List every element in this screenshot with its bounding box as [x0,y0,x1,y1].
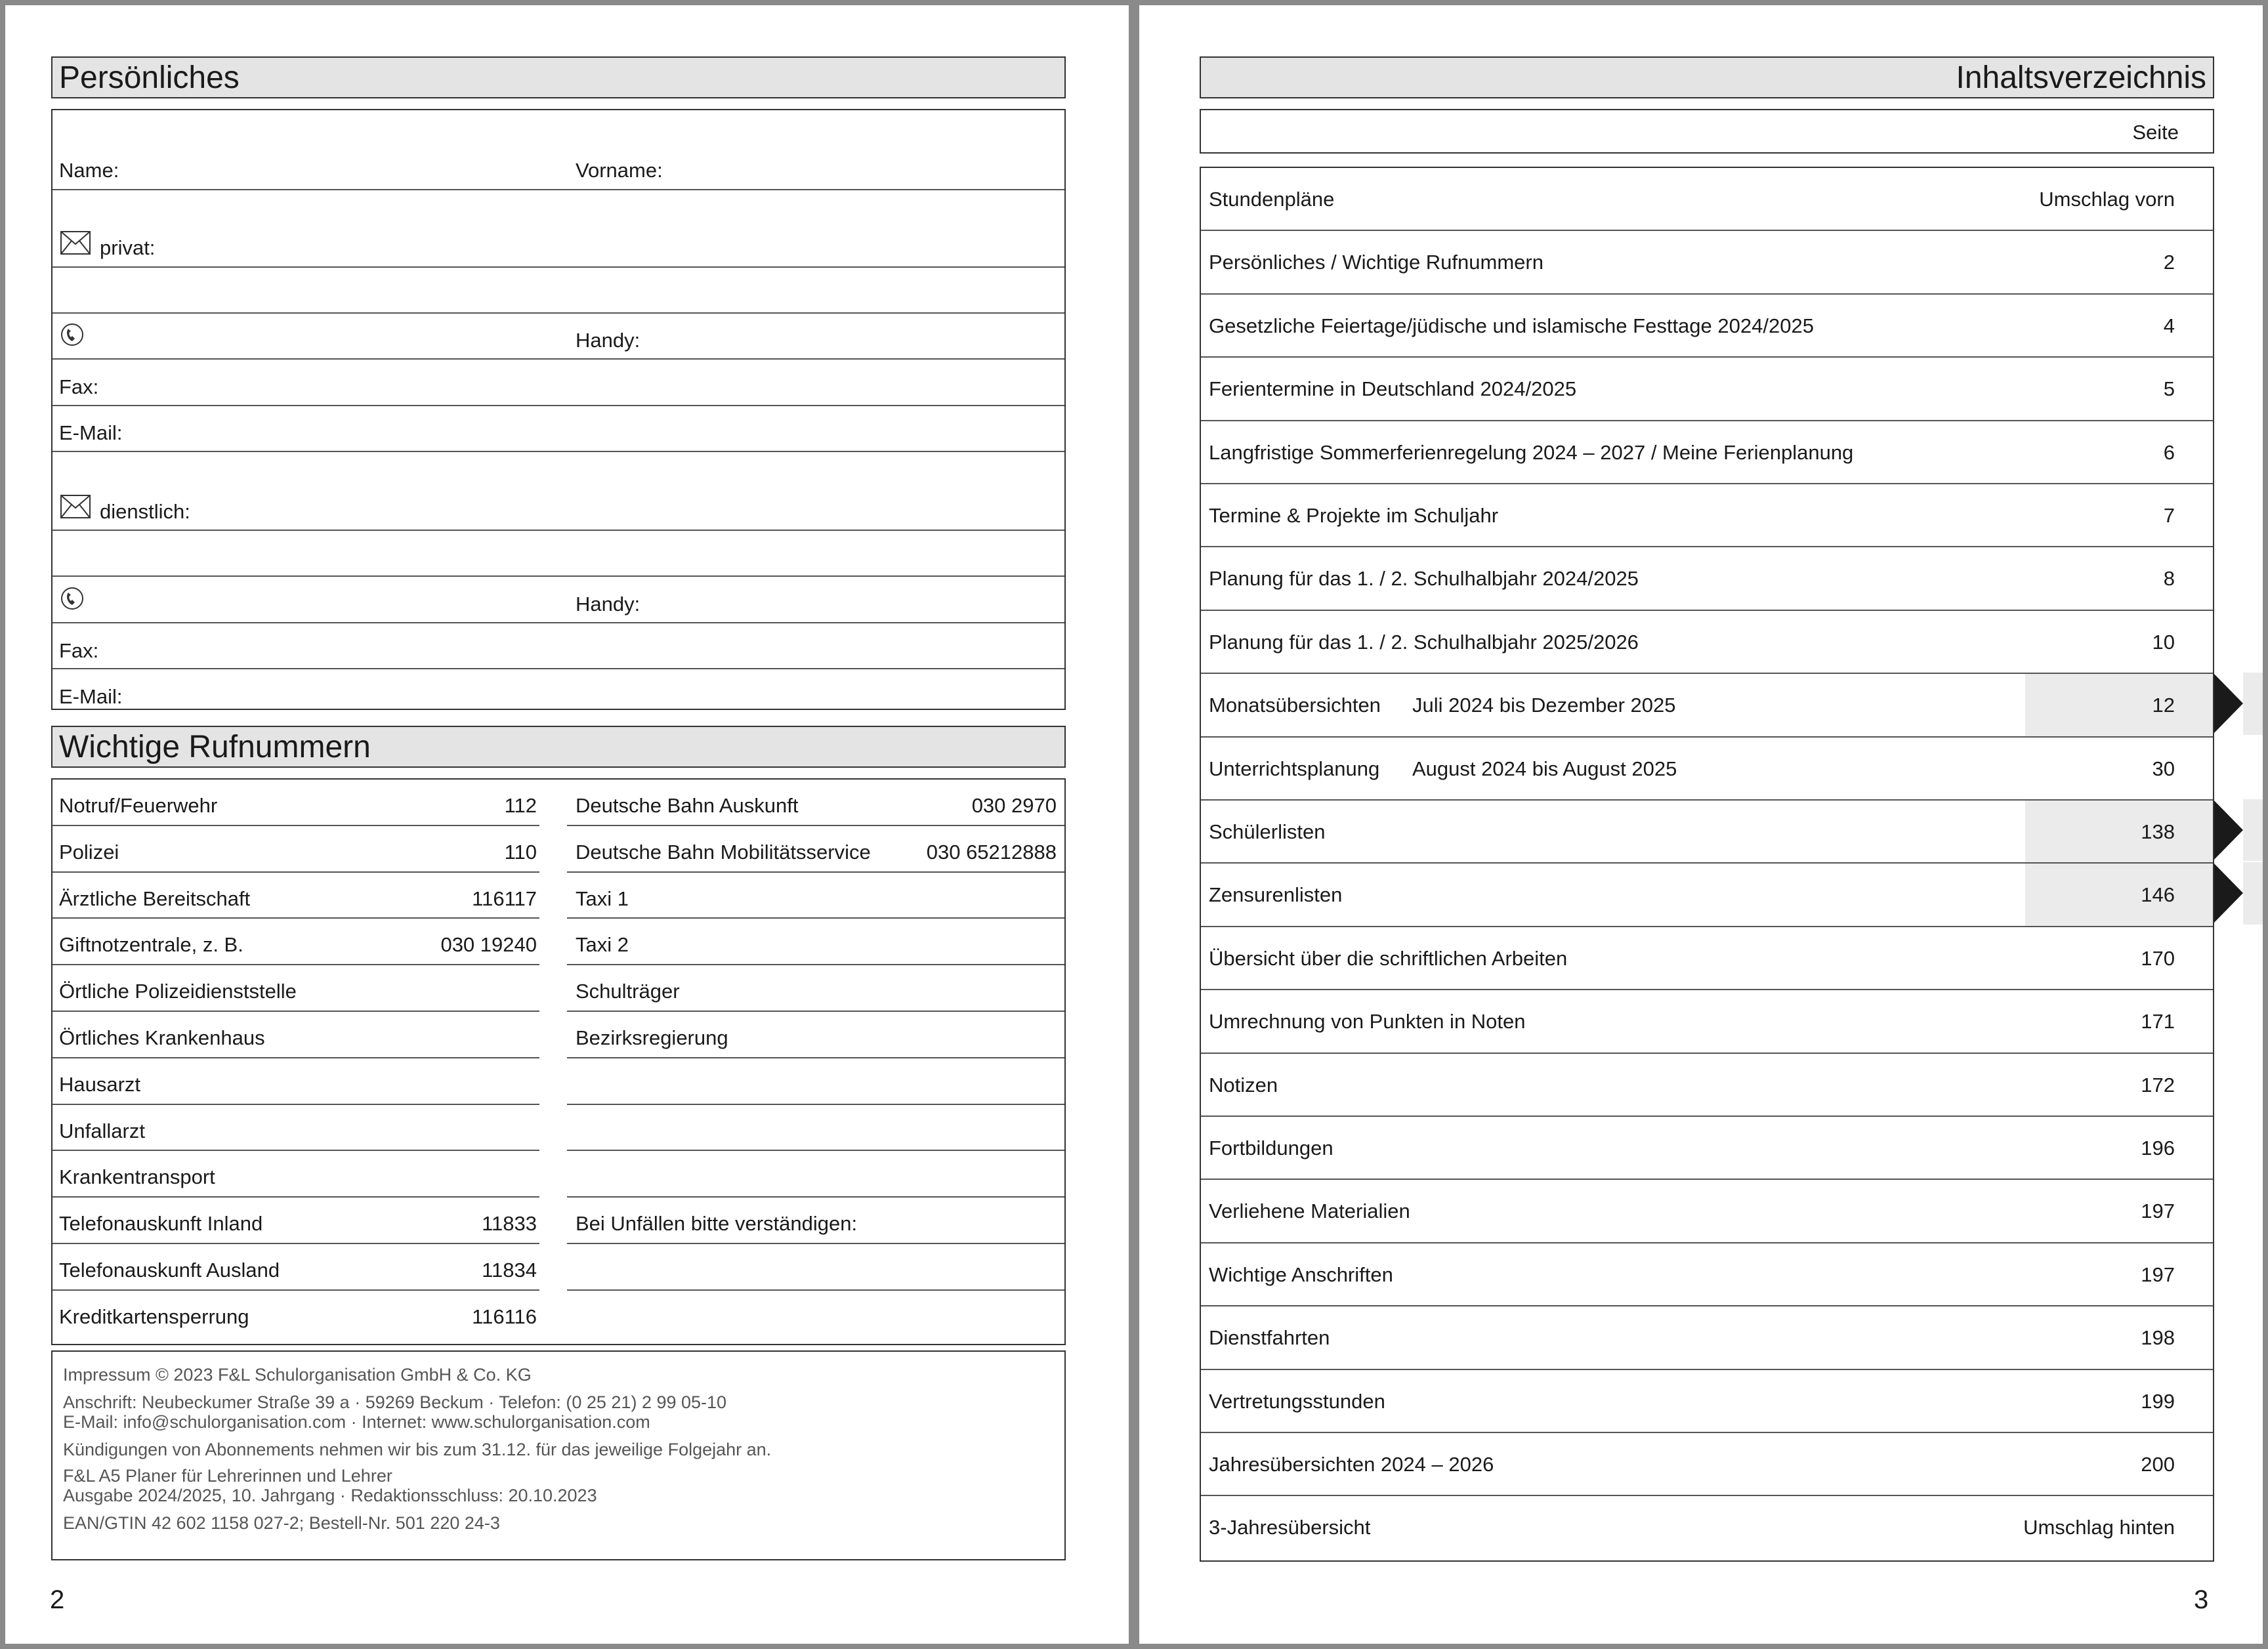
page-number-right: 3 [2194,1585,2209,1614]
divider [52,189,1064,190]
divider [52,622,1064,623]
fax-label-private: Fax: [59,375,99,398]
toc-table [1200,167,2214,1562]
divider [1201,1495,2213,1496]
phone-label: Deutsche Bahn Auskunft [576,794,799,817]
impressum-line: F&L A5 Planer für Lehrerinnen und Lehrer [63,1466,392,1486]
phone-number: 11833 [482,1212,537,1236]
divider [1201,1053,2213,1054]
divider [1201,1116,2213,1117]
divider [567,1057,1064,1058]
impressum-line: Kündigungen von Abonnements nehmen wir bis zum 31.12. für das jeweilige Folgejahr an. [63,1440,772,1459]
divider [52,1289,539,1291]
toc-entry-label[interactable]: Umrechnung von Punkten in Noten [1209,1010,1526,1033]
handy-label-work: Handy: [576,593,640,616]
tab-highlight [2025,801,2213,862]
phone-label: Polizei [59,840,119,864]
toc-entry-label[interactable]: Vertretungsstunden [1209,1389,1385,1413]
phone-label: Bezirksregierung [576,1026,728,1049]
phone-number: 112 [504,794,537,817]
divider [52,405,1064,406]
toc-entry-label[interactable]: Notizen [1209,1073,1278,1096]
handy-label-private: Handy: [576,329,640,352]
toc-entry-page: 170 [2141,946,2175,970]
divider [567,1243,1064,1244]
divider [52,1011,539,1012]
dienstlich-label: dienstlich: [100,500,190,523]
phone-label: Giftnotzentrale, z. B. [59,933,243,957]
toc-entry-page: 10 [2152,630,2175,654]
divider [567,1196,1064,1198]
toc-entry-page: 171 [2141,1010,2175,1033]
phone-table [51,778,1066,1345]
toc-entry-page: 200 [2141,1453,2175,1476]
personal-title: Persönliches [59,60,240,95]
envelope-icon [60,495,91,518]
phone-icon [60,587,84,610]
email-label-private: E-Mail: [59,421,123,444]
divider [52,917,539,919]
right-page [1139,5,2263,1644]
toc-entry-page: 197 [2141,1200,2175,1223]
phone-label: Telefonauskunft Inland [59,1212,263,1236]
divider [567,871,1064,873]
impressum-line: EAN/GTIN 42 602 1158 027-2; Bestell-Nr. 501 220 24-3 [63,1513,500,1533]
divider [52,1243,539,1244]
phone-label: Örtliche Polizeidienststelle [59,980,297,1003]
divider [1201,293,2213,295]
phone-number: 116117 [472,887,537,910]
toc-entry-page: 198 [2141,1326,2175,1350]
toc-entry-label[interactable]: Langfristige Sommerferienregelung 2024 – 2027 / Meine Ferienplanung [1209,440,1854,464]
phone-label: Örtliches Krankenhaus [59,1026,265,1049]
phone-label: Ärztliche Bereitschaft [59,887,251,910]
toc-entry-label[interactable]: 3-Jahresübersicht [1209,1516,1371,1539]
phone-label: Taxi 1 [576,887,629,910]
phone-number: 030 19240 [440,933,537,957]
vorname-label: Vorname: [576,159,663,182]
toc-entry-label[interactable]: Übersicht über die schriftlichen Arbeiten [1209,946,1568,970]
divider [52,575,1064,577]
phone-label: Taxi 2 [576,933,629,957]
divider [1201,736,2213,738]
left-page [5,5,1129,1644]
fax-label-work: Fax: [59,639,99,662]
divider [1201,926,2213,927]
toc-entry-label[interactable]: Ferientermine in Deutschland 2024/2025 [1209,377,1577,401]
personal-form [51,109,1066,710]
toc-entry-label[interactable]: Planung für das 1. / 2. Schulhalbjahr 2025/2026 [1209,630,1639,654]
seite-label: Seite [2132,121,2179,144]
divider [52,1057,539,1058]
divider [52,1196,539,1198]
tab-edge [2243,799,2263,861]
phone-title: Wichtige Rufnummern [59,730,371,764]
toc-entry-page: 197 [2141,1263,2175,1286]
toc-entry-page: 5 [2163,377,2175,401]
seite-header-box [1200,109,2214,154]
phone-label: Hausarzt [59,1072,141,1096]
toc-entry-label[interactable]: Gesetzliche Feiertage/jüdische und islamische Festtage 2024/2025 [1209,314,1814,337]
phone-label: Deutsche Bahn Mobilitätsservice [576,840,871,864]
toc-entry-page: 30 [2152,757,2175,780]
toc-entry-label[interactable]: Zensurenlisten [1209,883,1343,907]
divider [567,1150,1064,1151]
toc-entry-page: 7 [2163,504,2175,527]
toc-entry-label[interactable]: Monatsübersichten [1209,694,1381,717]
tab-marker-arrow [2213,862,2243,924]
divider [1201,1179,2213,1180]
divider [52,312,1064,314]
toc-entry-range: August 2024 bis August 2025 [1412,757,1677,780]
tab-edge [2243,862,2263,924]
divider [1201,1369,2213,1370]
divider [1201,483,2213,484]
divider [1201,1305,2213,1306]
toc-entry-label[interactable]: Dienstfahrten [1209,1326,1330,1350]
envelope-icon [60,231,91,255]
toc-entry-page: 199 [2141,1389,2175,1413]
toc-entry-page: 2 [2163,251,2175,274]
divider [567,1011,1064,1012]
toc-entry-range: Juli 2024 bis Dezember 2025 [1412,694,1676,717]
divider [52,668,1064,669]
toc-entry-label[interactable]: Jahresübersichten 2024 – 2026 [1209,1453,1494,1476]
divider [567,1104,1064,1105]
divider [1201,546,2213,547]
phone-number: 030 2970 [971,794,1057,817]
divider [1201,420,2213,421]
toc-entry-page: 6 [2163,440,2175,464]
toc-entry-label[interactable]: Termine & Projekte im Schuljahr [1209,504,1499,527]
divider [52,825,539,826]
phone-label: Notruf/Feuerwehr [59,794,218,817]
toc-entry-page: 146 [2141,883,2175,907]
toc-entry-page: 12 [2152,694,2175,717]
divider [52,964,539,965]
phone-number: 116116 [472,1305,537,1328]
phone-label: Krankentransport [59,1165,215,1189]
phone-label: Bei Unfällen bitte verständigen: [576,1212,858,1236]
impressum-box [51,1350,1066,1560]
phone-label: Unfallarzt [59,1119,145,1142]
toc-entry-page: 4 [2163,314,2175,337]
toc-entry-label[interactable]: Schülerlisten [1209,820,1326,843]
divider [52,1150,539,1151]
section-header-phone [51,726,1066,768]
phone-label: Telefonauskunft Ausland [59,1259,280,1282]
divider [52,358,1064,360]
divider [567,917,1064,919]
phone-label: Schulträger [576,980,680,1003]
divider [567,825,1064,826]
divider [1201,230,2213,231]
tab-edge [2243,673,2263,734]
divider [1201,989,2213,990]
phone-number: 11834 [482,1259,537,1282]
impressum-line: E-Mail: info@schulorganisation.com · Internet: www.schulorganisation.com [63,1412,650,1432]
section-header-personal [51,56,1066,98]
toc-entry-page: 8 [2163,567,2175,591]
impressum-line: Ausgabe 2024/2025, 10. Jahrgang · Redaktionsschluss: 20.10.2023 [63,1486,597,1505]
phone-number: 030 65212888 [926,840,1057,864]
toc-entry-page: 138 [2141,820,2175,843]
divider [52,451,1064,452]
divider [52,1104,539,1105]
name-label: Name: [59,159,119,182]
phone-number: 110 [504,840,537,864]
toc-entry-label[interactable]: Unterrichtsplanung [1209,757,1380,780]
toc-entry-page: Umschlag vorn [2039,188,2175,211]
impressum-line: Anschrift: Neubeckumer Straße 39 a · 59269 Beckum · Telefon: (0 25 21) 2 99 05-10 [63,1392,727,1412]
phone-icon [60,323,84,346]
toc-entry-label[interactable]: Planung für das 1. / 2. Schulhalbjahr 2024/2025 [1209,567,1639,591]
divider [1201,1242,2213,1243]
tab-marker-arrow [2213,799,2243,861]
impressum-line: Impressum © 2023 F&L Schulorganisation GmbH & Co. KG [63,1365,532,1385]
divider [1201,610,2213,611]
toc-entry-page: 172 [2141,1073,2175,1096]
toc-entry-label[interactable]: Persönliches / Wichtige Rufnummern [1209,251,1544,274]
email-label-work: E-Mail: [59,685,123,708]
divider [1201,1432,2213,1433]
toc-entry-page: Umschlag hinten [2023,1516,2175,1539]
divider [52,266,1064,268]
toc-entry-label[interactable]: Verliehene Materialien [1209,1200,1410,1223]
toc-entry-page: 196 [2141,1137,2175,1159]
divider [567,964,1064,965]
toc-entry-label[interactable]: Wichtige Anschriften [1209,1263,1393,1286]
divider [52,530,1064,531]
tab-marker-arrow [2213,673,2243,734]
toc-entry-label[interactable]: Fortbildungen [1209,1137,1334,1159]
divider [1201,356,2213,358]
divider [52,871,539,873]
tab-highlight [2025,864,2213,925]
phone-label: Kreditkartensperrung [59,1305,249,1328]
toc-entry-label[interactable]: Stundenpläne [1209,188,1335,211]
tab-highlight [2025,674,2213,736]
toc-title: Inhaltsverzeichnis [1956,60,2206,95]
divider [567,1289,1064,1291]
page-number-left: 2 [50,1585,65,1614]
toc-header [1200,56,2214,98]
privat-label: privat: [100,236,156,259]
